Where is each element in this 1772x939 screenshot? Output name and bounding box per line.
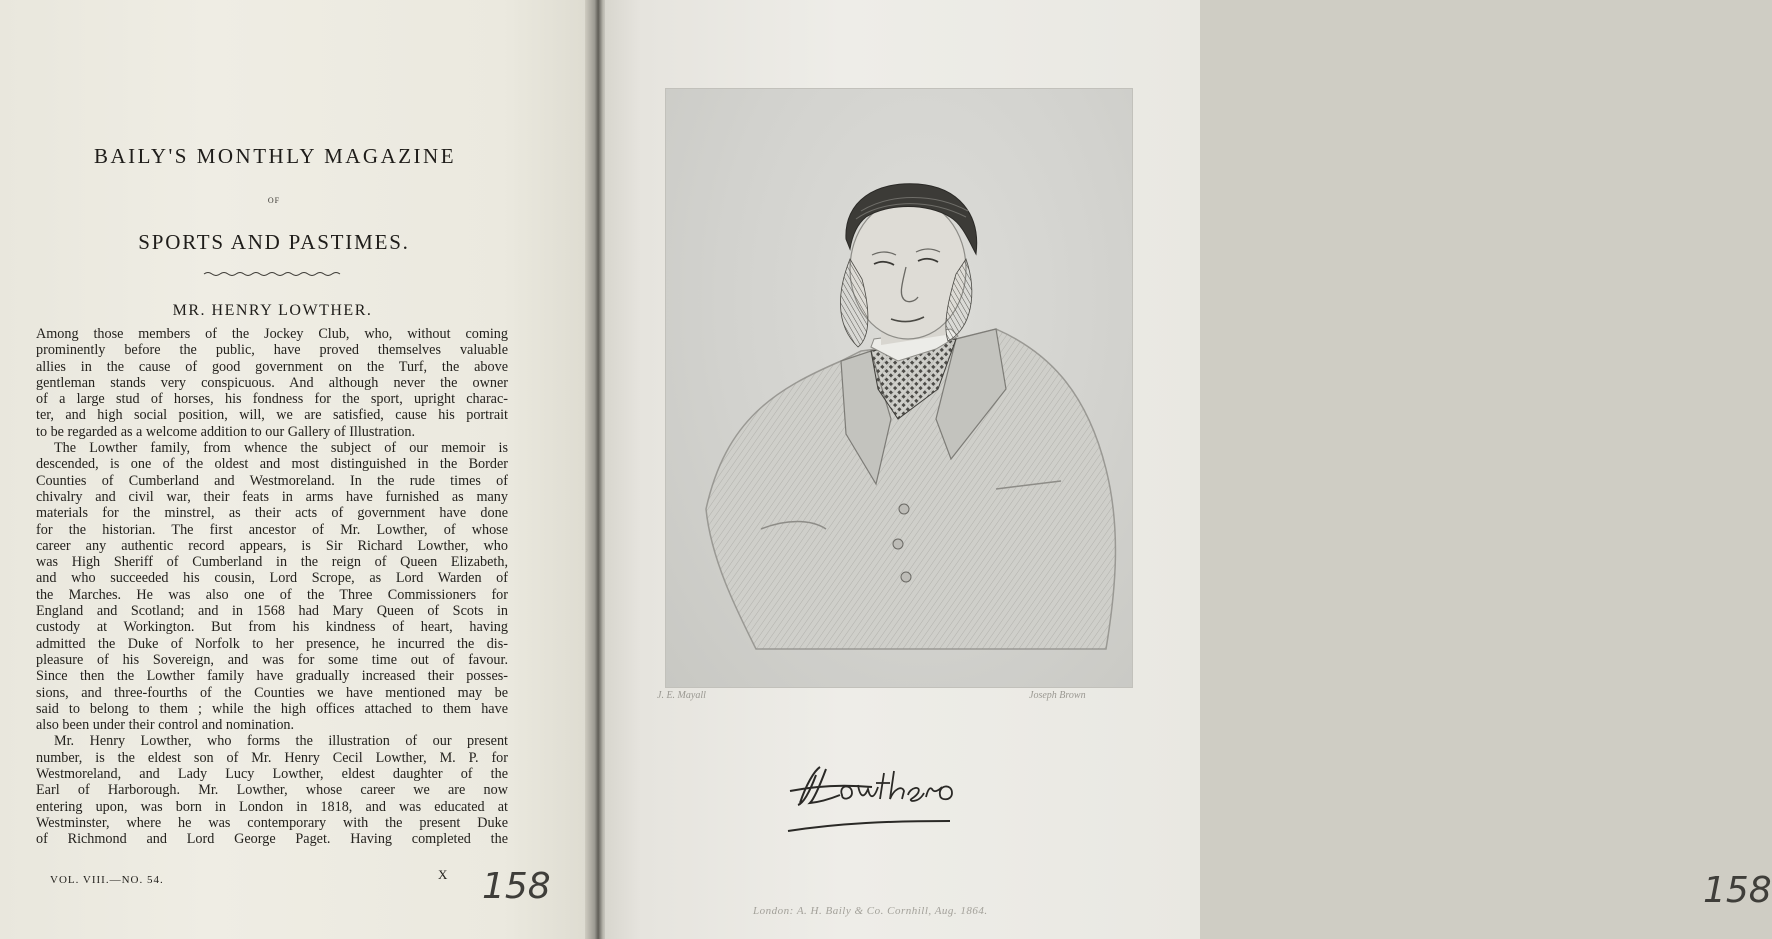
article-line: The Lowther family, from whence the subject of our memoir is <box>54 440 508 457</box>
article-line: England and Scotland; and in 1568 had Mary Queen of Scots in <box>36 603 508 620</box>
portrait-plate <box>665 88 1133 688</box>
article-line: sions, and three-fourths of the Counties we have mentioned may be <box>36 684 508 701</box>
article-line: Mr. Henry Lowther, who forms the illustration of our present <box>54 733 508 750</box>
portrait-engraving <box>666 89 1134 689</box>
of-label: OF <box>267 196 281 205</box>
article-line: for the historian. The first ancestor of Mr. Lowther, of whose <box>36 521 508 538</box>
article-line: of Richmond and Lord George Paget. Having completed the <box>36 831 508 848</box>
handwritten-page-number-right: 158 <box>1703 870 1772 911</box>
article-line: of a large stud of horses, his fondness for the sport, upright charac- <box>36 391 508 408</box>
article-line: materials for the minstrel, as their acts of government have done <box>36 505 508 522</box>
article-line: gentleman stands very conspicuous. And although never the owner <box>36 374 508 391</box>
right-page <box>605 0 1772 939</box>
article-line: career any authentic record appears, is Sir Richard Lowther, who <box>36 537 508 554</box>
article-line: chivalry and civil war, their feats in arms have furnished as many <box>36 488 508 505</box>
article-line: said to belong to them ; while the high offices attached to them have <box>36 700 508 717</box>
article-line: entering upon, was born in London in 1818, and was educated at <box>36 798 508 815</box>
publisher-line: London: A. H. Baily & Co. Cornhill, Aug. 1864. <box>753 905 988 917</box>
engraver-credit-left: J. E. Mayall <box>657 690 706 701</box>
article-line: Among those members of the Jockey Club, who, without coming <box>36 326 508 342</box>
article-line: Westminster, where he was contemporary with the present Duke <box>36 814 508 831</box>
article-line: to be regarded as a welcome addition to our Gallery of Illustration. <box>36 423 415 440</box>
article-line: allies in the cause of good government on the Turf, the above <box>36 358 508 375</box>
article-line: Since then the Lowther family have gradually increased their posses- <box>36 668 508 685</box>
article-line: Westmoreland, and Lady Lucy Lowther, eldest daughter of the <box>36 766 508 783</box>
magazine-subtitle: SPORTS AND PASTIMES. <box>138 230 410 254</box>
article-body <box>36 326 508 848</box>
article-line: prominently before the public, have proved themselves valuable <box>36 342 508 359</box>
volume-footer: VOL. VIII.—NO. 54. <box>50 874 164 886</box>
engraver-credit-right: Joseph Brown <box>1029 690 1086 701</box>
title-ornament <box>204 270 344 278</box>
article-line: Counties of Cumberland and Westmoreland. In the rude times of <box>36 472 508 489</box>
article-line: custody at Workington. But from his kindness of heart, having <box>36 619 508 636</box>
article-line: the Marches. He was also one of the Three Commissioners for <box>36 586 508 603</box>
article-title: MR. HENRY LOWTHER. <box>172 302 373 319</box>
article-line: pleasure of his Sovereign, and was for some time out of favour. <box>36 651 508 668</box>
article-line: was High Sheriff of Cumberland in the reign of Queen Elizabeth, <box>36 554 508 571</box>
magazine-title: BAILY'S MONTHLY MAGAZINE <box>93 144 457 168</box>
article-line: Earl of Harborough. Mr. Lowther, whose career we are now <box>36 782 508 799</box>
coat-button <box>901 572 911 582</box>
coat-button <box>899 504 909 514</box>
article-line: also been under their control and nomination. <box>36 717 295 734</box>
article-line: ter, and high social position, will, we are satisfied, cause his portrait <box>36 407 508 424</box>
coat-button <box>893 539 903 549</box>
left-page <box>0 0 593 939</box>
article-line: number, is the eldest son of Mr. Henry Cecil Lowther, M. P. for <box>36 749 508 766</box>
article-line: and who succeeded his cousin, Lord Scrope, as Lord Warden of <box>36 570 508 587</box>
signature-mark: X <box>438 867 448 882</box>
article-line: admitted the Duke of Norfolk to her presence, he incurred the dis- <box>36 635 508 652</box>
article-line: descended, is one of the oldest and most distinguished in the Border <box>36 456 508 473</box>
handwritten-signature <box>780 755 970 845</box>
handwritten-page-number: 158 <box>482 866 551 907</box>
